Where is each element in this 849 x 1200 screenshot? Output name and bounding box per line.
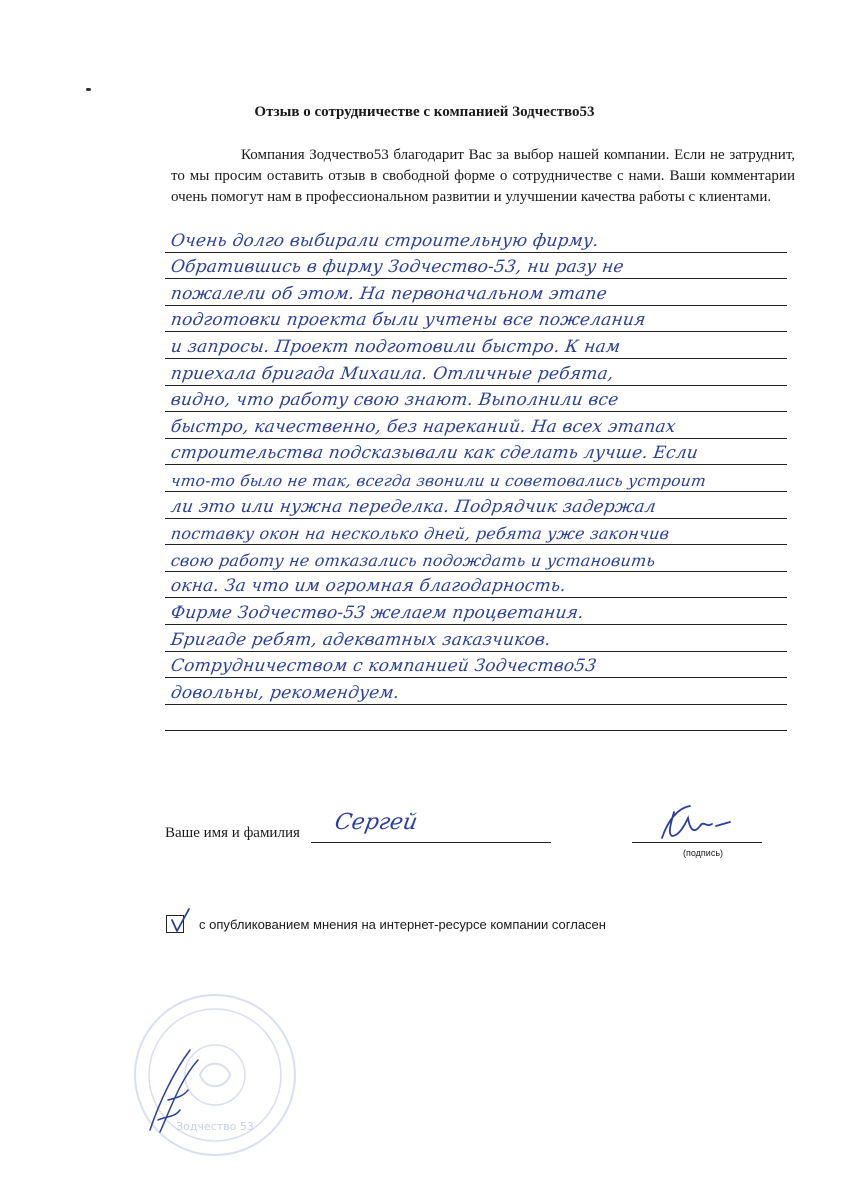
review-line-text: быстро, качественно, без нареканий. На всех этапах <box>169 416 678 437</box>
scan-speck <box>86 88 91 91</box>
intro-paragraph: Компания Зодчество53 благодарит Вас за выбор нашей компании. Если не затруднит, то мы просим оставить отзыв в свободной форме о сотрудничестве с нами. Ваши комментарии очень помогут нам в профессиональном развитии и улучшении качества работы с клиентами. <box>171 147 795 205</box>
review-line <box>165 359 787 386</box>
review-line <box>165 253 787 280</box>
review-line-text: свою работу не отказались подождать и установить <box>169 550 657 570</box>
review-line <box>165 306 787 333</box>
review-line-text: Сотрудничеством с компанией Зодчество53 <box>169 656 598 677</box>
review-line-text: Бригаде ребят, адекватных заказчиков. <box>169 629 553 650</box>
review-line-text: подготовки проекта были учтены все пожелания <box>169 310 647 331</box>
signature-line <box>632 842 762 843</box>
name-label: Ваше имя и фамилия <box>165 825 300 841</box>
review-line-text: Обратившись в фирму Зодчество-53, ни разу не <box>169 257 626 278</box>
review-line <box>165 572 787 599</box>
stamp-text: Зодчество 53 <box>176 1120 254 1133</box>
review-line <box>165 412 787 439</box>
review-line-text: поставку окон на несколько дней, ребята уже закончив <box>169 524 671 544</box>
review-line-text: окна. За что им огромная благодарность. <box>169 576 568 597</box>
review-line <box>165 465 787 492</box>
review-line-text: что-то было не так, всегда звонили и советовались устроит <box>169 471 708 490</box>
signature-label: (подпись) <box>683 848 724 858</box>
review-line-text: приехала бригада Михаила. Отличные ребята, <box>169 363 615 384</box>
review-line-text: и запросы. Проект подготовили быстро. К нам <box>169 336 622 357</box>
handwritten-signature <box>650 800 760 845</box>
stamp-signature-scribble <box>140 1040 220 1140</box>
review-line <box>165 386 787 413</box>
review-line <box>165 625 787 652</box>
review-line-text: Очень долго выбирали строительную фирму. <box>169 230 601 251</box>
review-line <box>165 598 787 625</box>
document-title: Отзыв о сотрудничестве с компанией Зодчество53 <box>254 104 595 120</box>
review-line <box>165 226 787 253</box>
name-field-line <box>311 842 551 843</box>
review-line <box>165 332 787 359</box>
review-line-text: ли это или нужна переделка. Подрядчик задержал <box>169 496 658 517</box>
checkmark-icon <box>168 906 192 934</box>
review-line <box>165 279 787 306</box>
review-line <box>165 519 787 546</box>
review-line-text: довольны, рекомендуем. <box>169 682 401 703</box>
review-line <box>165 492 787 519</box>
review-line-text: Фирме Зодчество-53 желаем процветания. <box>169 602 586 623</box>
handwritten-review <box>165 226 787 731</box>
review-line <box>165 545 787 572</box>
review-line-text: видно, что работу свою знают. Выполнили все <box>169 390 620 411</box>
review-line <box>165 652 787 679</box>
review-line <box>165 439 787 466</box>
name-field-value: Сергей <box>332 810 420 835</box>
review-line <box>165 705 787 732</box>
review-line-text: строительства подсказывали как сделать лучше. Если <box>169 443 700 464</box>
consent-label: с опубликованием мнения на интернет-ресурсе компании согласен <box>199 917 606 932</box>
review-line <box>165 678 787 705</box>
review-line-text: пожалели об этом. На первоначальном этапе <box>169 283 609 304</box>
